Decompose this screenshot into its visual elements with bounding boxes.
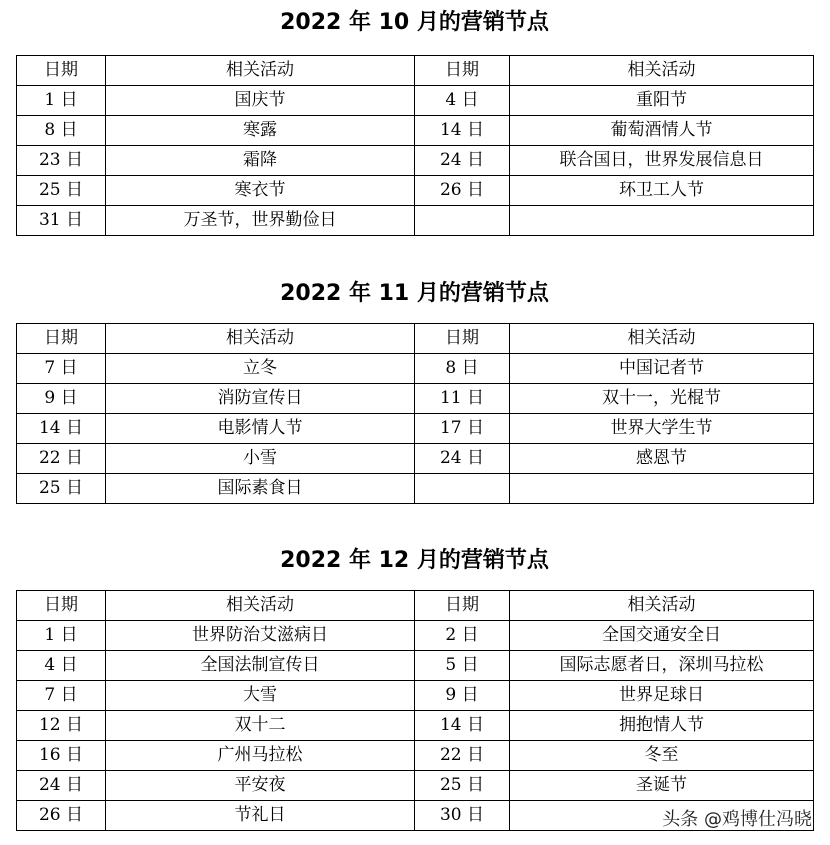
date-cell: 22 日: [415, 741, 510, 771]
activity-cell: 环卫工人节: [510, 176, 814, 206]
table-header-row: [17, 56, 814, 86]
date-cell: 1 日: [17, 86, 106, 116]
december-section: [16, 546, 813, 831]
activity-cell: 国际素食日: [106, 474, 415, 504]
table-row: [17, 146, 814, 176]
date-cell: [415, 206, 510, 236]
date-cell: 4 日: [17, 651, 106, 681]
table-row: [17, 444, 814, 474]
activity-cell: [510, 206, 814, 236]
date-cell: 22 日: [17, 444, 106, 474]
table-row: [17, 474, 814, 504]
date-cell: 8 日: [17, 116, 106, 146]
activity-cell: 万圣节，世界勤俭日: [106, 206, 415, 236]
date-cell: 14 日: [415, 116, 510, 146]
date-cell: 23 日: [17, 146, 106, 176]
activity-cell: 感恩节: [510, 444, 814, 474]
table-row: [17, 86, 814, 116]
date-header: 日期: [17, 56, 106, 86]
date-cell: 2 日: [415, 621, 510, 651]
activity-cell: 圣诞节: [510, 771, 814, 801]
date-cell: 4 日: [415, 86, 510, 116]
table-row: [17, 651, 814, 681]
activity-cell: 平安夜: [106, 771, 415, 801]
activity-header: 相关活动: [510, 56, 814, 86]
november-table: [16, 323, 814, 504]
october-title: 2022 年 10 月的营销节点: [280, 10, 549, 35]
activity-cell: 节礼日: [106, 801, 415, 831]
activity-cell: 中国记者节: [510, 354, 814, 384]
date-cell: 24 日: [415, 146, 510, 176]
activity-cell: 消防宣传日: [106, 384, 415, 414]
november-section: [16, 279, 813, 504]
activity-cell: 世界足球日: [510, 681, 814, 711]
activity-cell: 寒衣节: [106, 176, 415, 206]
table-row: [17, 384, 814, 414]
date-cell: 7 日: [17, 681, 106, 711]
date-cell: 25 日: [17, 474, 106, 504]
activity-header: 相关活动: [106, 56, 415, 86]
date-cell: 24 日: [17, 771, 106, 801]
table-row: [17, 621, 814, 651]
december-table: [16, 590, 814, 831]
date-cell: 26 日: [415, 176, 510, 206]
activity-cell: 双十二: [106, 711, 415, 741]
table-row: [17, 414, 814, 444]
table-row: [17, 116, 814, 146]
activity-cell: 小雪: [106, 444, 415, 474]
activity-cell: [510, 474, 814, 504]
table-row: [17, 711, 814, 741]
activity-header: 相关活动: [510, 324, 814, 354]
date-cell: 11 日: [415, 384, 510, 414]
date-cell: 5 日: [415, 651, 510, 681]
activity-cell: 国际志愿者日，深圳马拉松: [510, 651, 814, 681]
date-cell: 8 日: [415, 354, 510, 384]
date-cell: 16 日: [17, 741, 106, 771]
activity-cell: 重阳节: [510, 86, 814, 116]
table-row: [17, 354, 814, 384]
date-header: 日期: [17, 591, 106, 621]
date-cell: 1 日: [17, 621, 106, 651]
activity-cell: 全国交通安全日: [510, 621, 814, 651]
date-cell: 9 日: [17, 384, 106, 414]
date-cell: 14 日: [17, 414, 106, 444]
activity-cell: 寒露: [106, 116, 415, 146]
watermark: 头条 @鸡博仕冯晓: [662, 809, 812, 830]
activity-header: 相关活动: [106, 591, 415, 621]
october-section: [16, 8, 813, 236]
date-cell: 14 日: [415, 711, 510, 741]
activity-cell: 拥抱情人节: [510, 711, 814, 741]
date-cell: 26 日: [17, 801, 106, 831]
date-cell: 7 日: [17, 354, 106, 384]
date-cell: 30 日: [415, 801, 510, 831]
activity-cell: 全国法制宣传日: [106, 651, 415, 681]
table-row: [17, 206, 814, 236]
activity-cell: 立冬: [106, 354, 415, 384]
table-row: [17, 681, 814, 711]
date-header: 日期: [415, 591, 510, 621]
activity-header: 相关活动: [106, 324, 415, 354]
table-row: [17, 741, 814, 771]
activity-cell: 国庆节: [106, 86, 415, 116]
date-cell: 25 日: [415, 771, 510, 801]
activity-header: 相关活动: [510, 591, 814, 621]
table-header-row: [17, 591, 814, 621]
date-header: 日期: [17, 324, 106, 354]
date-cell: 31 日: [17, 206, 106, 236]
december-title: 2022 年 12 月的营销节点: [280, 548, 549, 573]
date-cell: 17 日: [415, 414, 510, 444]
activity-cell: 葡萄酒情人节: [510, 116, 814, 146]
activity-cell: 电影情人节: [106, 414, 415, 444]
date-cell: 12 日: [17, 711, 106, 741]
activity-cell: 大雪: [106, 681, 415, 711]
activity-cell: 世界大学生节: [510, 414, 814, 444]
october-table: [16, 55, 814, 236]
activity-cell: 世界防治艾滋病日: [106, 621, 415, 651]
november-title: 2022 年 11 月的营销节点: [280, 281, 549, 306]
date-header: 日期: [415, 56, 510, 86]
date-cell: 25 日: [17, 176, 106, 206]
date-header: 日期: [415, 324, 510, 354]
table-row: [17, 176, 814, 206]
activity-cell: 广州马拉松: [106, 741, 415, 771]
activity-cell: 霜降: [106, 146, 415, 176]
activity-cell: 联合国日，世界发展信息日: [510, 146, 814, 176]
table-header-row: [17, 324, 814, 354]
date-cell: 24 日: [415, 444, 510, 474]
date-cell: 9 日: [415, 681, 510, 711]
date-cell: [415, 474, 510, 504]
activity-cell: 双十一，光棍节: [510, 384, 814, 414]
table-row: [17, 771, 814, 801]
activity-cell: 冬至: [510, 741, 814, 771]
